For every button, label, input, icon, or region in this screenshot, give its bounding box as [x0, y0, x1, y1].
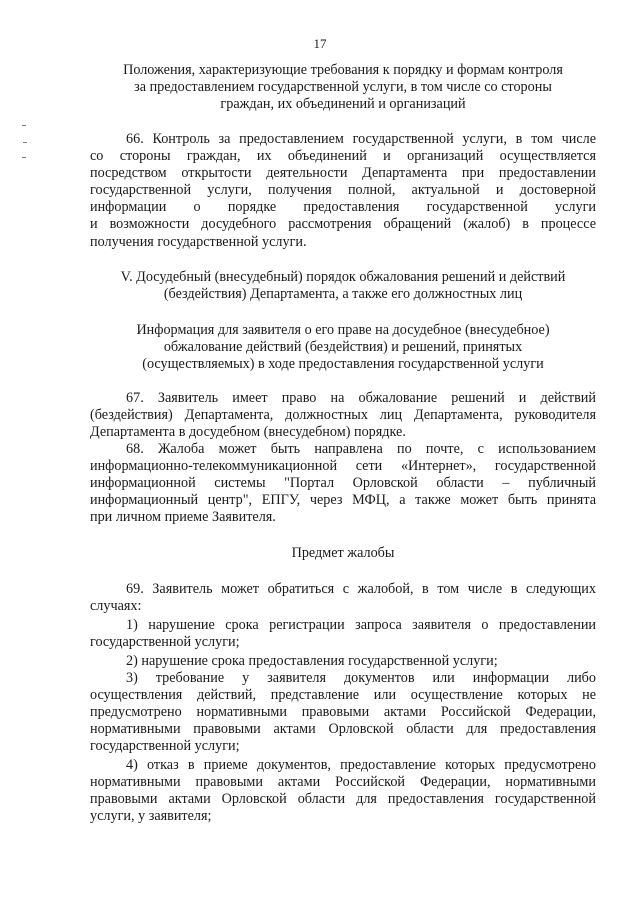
section-title-line: V. Досудебный (внесудебный) порядок обжалования решений и действий: [120, 269, 566, 285]
list-item-line: услуги, у заявителя;: [90, 808, 212, 825]
list-item-2: [90, 653, 596, 670]
list-item-line: предусмотрено нормативными правовыми актами Российской Федерации,: [90, 704, 596, 721]
paragraph-line: государственной услуги, получения полной, актуальной и достоверной: [90, 182, 596, 199]
list-item-line: государственной услуги;: [90, 634, 240, 651]
margin-scan-mark: [22, 125, 26, 126]
paragraph-line: посредством открытости деятельности Департамента при предоставлении: [90, 165, 596, 182]
list-item-line: государственной услуги;: [90, 738, 240, 755]
paragraph-line: со стороны граждан, их объединений и организаций осуществляется: [90, 148, 596, 165]
heading-line: граждан, их объединений и организаций: [220, 96, 466, 113]
paragraph-line: информационной системы "Портал Орловской области – публичный: [90, 475, 596, 492]
list-item-line: нормативными правовыми актами Российской Федерации, нормативными: [90, 774, 596, 791]
list-item-line: нормативными правовыми актами Орловской области для предоставления: [90, 721, 596, 738]
paragraph-line: получения государственной услуги.: [90, 233, 307, 250]
heading-line: за предоставлением государственной услуги, в том числе со стороны: [134, 79, 552, 96]
heading-line: Положения, характеризующие требования к порядку и формам контроля: [123, 62, 563, 78]
paragraph-line: 66. Контроль за предоставлением государственной услуги, в том числе: [126, 131, 596, 147]
paragraph-line: информации о порядке предоставления государственной услуги: [90, 199, 596, 216]
list-item-line: осуществления действий, представление или осуществление которых не: [90, 687, 596, 704]
page-number: 17: [313, 36, 327, 51]
paragraph-69: [90, 581, 596, 615]
subheading-line: обжалование действий (бездействия) и решений, принятых: [163, 339, 523, 356]
margin-scan-mark: [22, 157, 26, 158]
paragraph-line: 68. Жалоба может быть направлена по почте, с использованием: [126, 441, 596, 457]
list-item-line: 3) требование у заявителя документов или информации либо: [126, 670, 596, 686]
list-item-3: [90, 670, 596, 755]
paragraph-line: 69. Заявитель может обратиться с жалобой, в том числе в следующих: [126, 581, 596, 597]
paragraph-line: случаях:: [90, 598, 142, 615]
list-item-line: правовыми актами Орловской области для предоставления государственной: [90, 791, 596, 808]
paragraph-line: при личном приеме Заявителя.: [90, 509, 276, 526]
section-title-line: (бездействия) Департамента, а также его должностных лиц: [163, 286, 523, 303]
list-item-line: 2) нарушение срока предоставления государственной услуги;: [126, 653, 498, 669]
subheading-line: Предмет жалобы: [291, 545, 395, 561]
paragraph-line: 67. Заявитель имеет право на обжалование решений и действий: [126, 390, 596, 406]
list-item-line: 1) нарушение срока регистрации запроса заявителя о предоставлении: [126, 617, 596, 633]
subheading-info: [90, 322, 596, 373]
paragraph-66: [90, 131, 596, 251]
margin-scan-mark: [23, 142, 27, 143]
list-item-line: 4) отказ в приеме документов, предоставление которых предусмотрено: [126, 757, 596, 773]
subheading-line: (осуществляемых) в ходе предоставления государственной услуги: [142, 356, 544, 373]
paragraph-line: информационно-телекоммуникационной сети «Интернет», государственной: [90, 458, 596, 475]
paragraph-line: (бездействия) Департамента, должностных лиц Департамента, руководителя: [90, 407, 596, 424]
list-item-1: [90, 617, 596, 651]
heading-control: [90, 62, 596, 113]
list-item-4: [90, 757, 596, 825]
paragraph-line: Департамента в досудебном (внесудебном) порядке.: [90, 424, 406, 441]
section-v-title: [90, 269, 596, 303]
paragraph-line: и возможности досудебного рассмотрения обращений (жалоб) в процессе: [90, 216, 596, 233]
paragraph-67: [90, 390, 596, 441]
subheading-line: Информация для заявителя о его праве на досудебное (внесудебное): [136, 322, 550, 338]
paragraph-line: информационный центр", ЕПГУ, через МФЦ, а также может быть принята: [90, 492, 596, 509]
paragraph-68: [90, 441, 596, 526]
subheading-subject: [90, 545, 596, 562]
